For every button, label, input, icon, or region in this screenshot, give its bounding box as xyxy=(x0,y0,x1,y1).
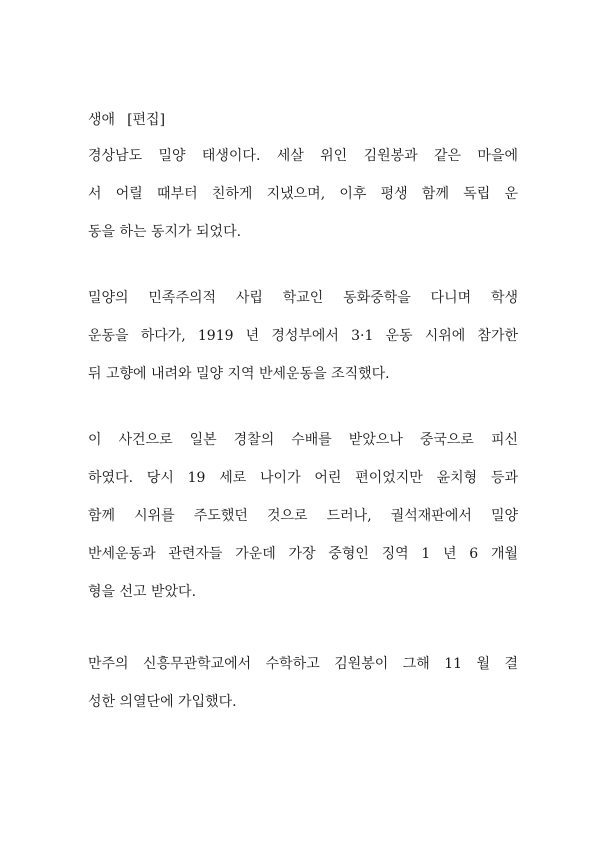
text-line: 반세운동과 관련자들 가운데 가장 중형인 징역 1 년 6 개월 xyxy=(88,546,518,562)
text-line: 함께 시위를 주도했던 것으로 드러나, 궐석재판에서 밀양 xyxy=(88,508,518,524)
paragraph-gap xyxy=(88,402,518,430)
text-line: 밀양의 민족주의적 사립 학교인 동화중학을 다니며 학생 xyxy=(88,290,518,306)
paragraph-gap xyxy=(88,620,518,654)
text-line: 이 사건으로 일본 경찰의 수배를 받았으나 중국으로 피신 xyxy=(88,432,518,448)
text-line: 하였다. 당시 19 세로 나이가 어린 편이었지만 윤치형 등과 xyxy=(88,470,518,486)
paragraph xyxy=(88,654,518,712)
text-line: 성한 의열단에 가입했다. xyxy=(88,694,237,710)
paragraph xyxy=(88,430,518,602)
paragraph xyxy=(88,288,518,384)
document-page xyxy=(88,110,518,730)
text-line: 경상남도 밀양 태생이다. 세살 위인 김원봉과 같은 마을에 xyxy=(88,148,518,164)
section-heading xyxy=(88,110,518,130)
paragraph-gap xyxy=(88,260,518,288)
edit-link[interactable]: [편집] xyxy=(127,112,166,128)
text-line: 형을 선고 받았다. xyxy=(88,584,197,600)
text-line: 만주의 신흥무관학교에서 수학하고 김원봉이 그해 11 월 결 xyxy=(88,656,518,672)
text-line: 운동을 하다가, 1919 년 경성부에서 3·1 운동 시위에 참가한 xyxy=(88,328,518,344)
text-line: 서 어릴 때부터 친하게 지냈으며, 이후 평생 함께 독립 운 xyxy=(88,186,518,202)
text-line: 뒤 고향에 내려와 밀양 지역 반세운동을 조직했다. xyxy=(88,366,390,382)
paragraph xyxy=(88,146,518,242)
text-line: 동을 하는 동지가 되었다. xyxy=(88,224,242,240)
section-title: 생애 xyxy=(88,112,116,128)
